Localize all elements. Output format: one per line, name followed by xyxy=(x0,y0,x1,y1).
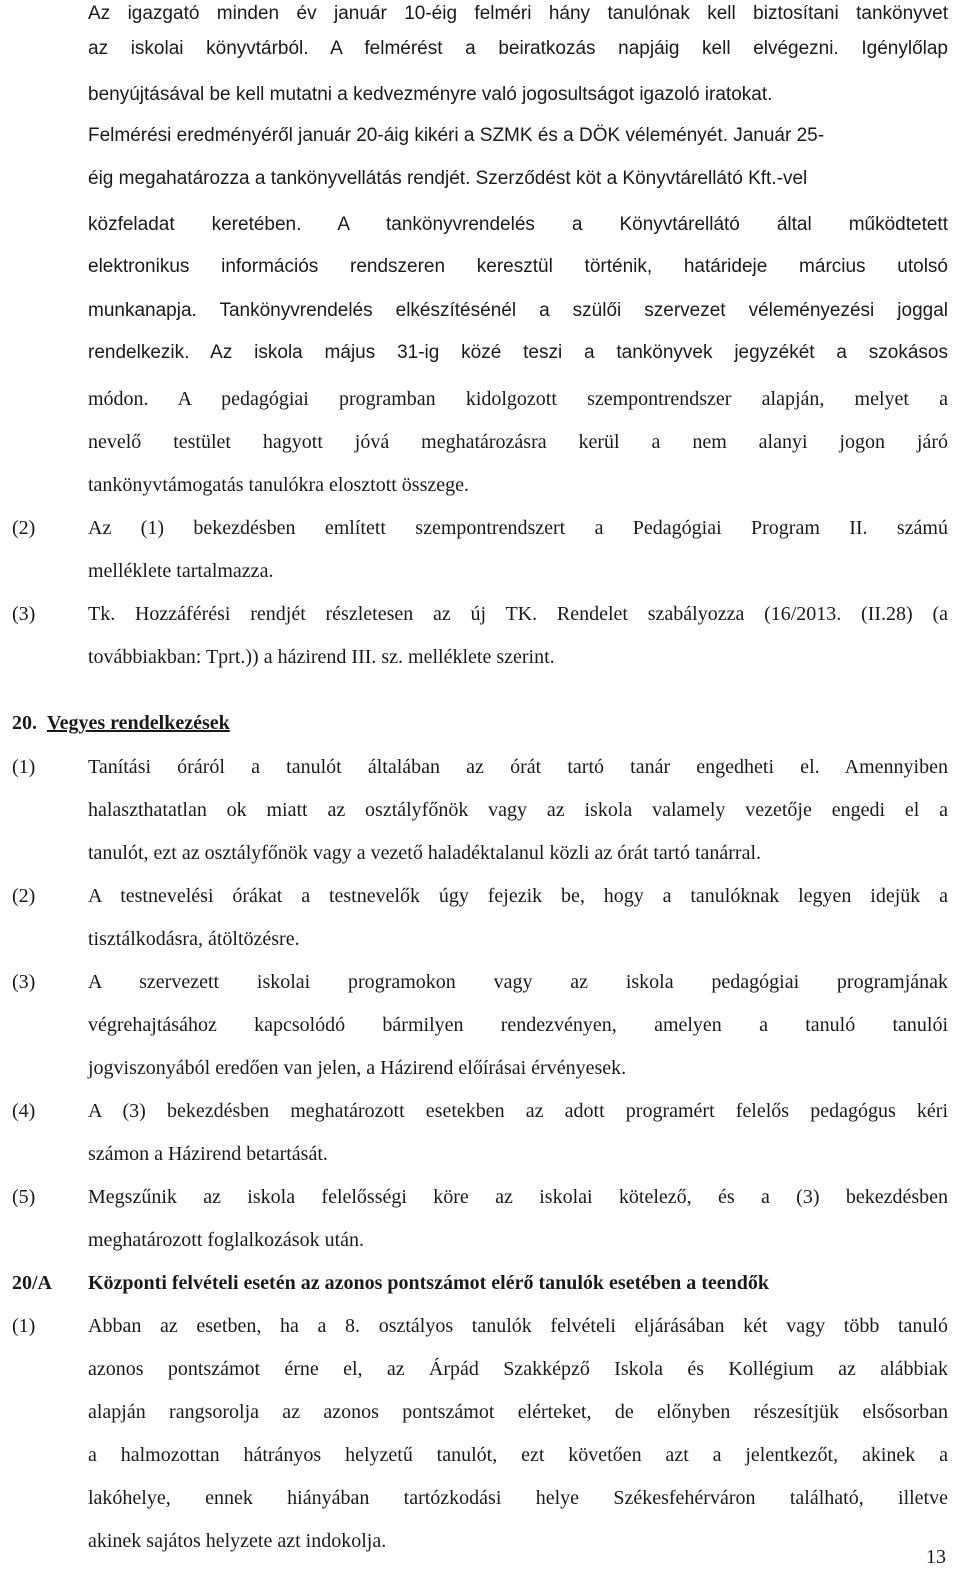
intro-line: rendelkezik. Az iskola május 31-ig közé teszi a tankönyvek jegyzékét a szokásos xyxy=(88,342,948,363)
item-number: (2) xyxy=(12,885,36,907)
list-item-continuation: lakóhelye, ennek hiányában tartózkodási helye Székesfehérváron található, illetve xyxy=(88,1487,948,1509)
section-heading xyxy=(0,711,960,735)
intro-line: munkanapja. Tankönyvrendelés elkészítésénél a szülői szervezet véleményezési joggal xyxy=(88,300,948,321)
item-text: A szervezett iskolai programokon vagy az iskola pedagógiai programjának xyxy=(88,971,948,993)
intro-line: elektronikus információs rendszeren keresztül történik, határideje március utolsó xyxy=(88,256,948,277)
list-item-continuation: akinek sajátos helyzete azt indokolja. xyxy=(88,1530,387,1552)
item-number: (1) xyxy=(12,756,36,778)
list-item xyxy=(0,755,960,779)
item-text: Megszűnik az iskola felelősségi köre az iskolai kötelező, és a (3) bekezdésben xyxy=(88,1186,948,1208)
list-item xyxy=(0,970,960,994)
item-text: Tk. Hozzáférési rendjét részletesen az új TK. Rendelet szabályozza (16/2013. (II.28) (a xyxy=(88,603,948,625)
list-item-continuation: tisztálkodásra, átöltözésre. xyxy=(88,928,300,950)
item-text: A (3) bekezdésben meghatározott esetekben az adott programért felelős pedagógus kéri xyxy=(88,1100,948,1122)
list-item xyxy=(0,1185,960,1209)
list-item-continuation: melléklete tartalmazza. xyxy=(88,560,274,582)
intro-line: nevelő testület hagyott jóvá meghatározásra kerül a nem alanyi jogon járó xyxy=(88,431,948,453)
item-text: Az (1) bekezdésben említett szempontrendszert a Pedagógiai Program II. számú xyxy=(88,517,948,539)
section-number: 20/A xyxy=(12,1272,52,1294)
list-item-continuation: halaszthatatlan ok miatt az osztályfőnök vagy az iskola valamely vezetője engedi el a xyxy=(88,799,948,821)
section-title: Vegyes rendelkezések xyxy=(47,712,230,734)
list-item-continuation: meghatározott foglalkozások után. xyxy=(88,1229,365,1251)
list-item-continuation: tanulót, ezt az osztályfőnök vagy a vezető haladéktalanul közli az órát tartó tanárral. xyxy=(88,842,762,864)
list-item-continuation: számon a Házirend betartását. xyxy=(88,1143,328,1165)
intro-line: Felmérési eredményéről január 20-áig kikéri a SZMK és a DÖK véleményét. Január 25- xyxy=(88,125,825,146)
item-text: Tanítási óráról a tanulót általában az órát tartó tanár engedheti el. Amennyiben xyxy=(88,756,948,778)
heading-underline-gap xyxy=(63,1271,79,1291)
list-item xyxy=(0,1099,960,1123)
item-number: (3) xyxy=(12,603,36,625)
list-item-continuation: alapján rangsorolja az azonos pontszámot elérteket, de előnyben részesítjük elsősorban xyxy=(88,1401,948,1423)
list-item xyxy=(0,516,960,540)
intro-line: éig megahatározza a tankönyvellátás rendjét. Szerződést köt a Könyvtárellátó Kft.-vel xyxy=(88,168,808,189)
intro-line: Az igazgató minden év január 10-éig felméri hány tanulónak kell biztosítani tankönyvet xyxy=(88,3,948,24)
item-number: (5) xyxy=(12,1186,36,1208)
item-number: (3) xyxy=(12,971,36,993)
intro-line: tankönyvtámogatás tanulókra elosztott összege. xyxy=(88,474,470,496)
list-item-continuation: végrehajtásához kapcsolódó bármilyen rendezvényen, amelyen a tanuló tanulói xyxy=(88,1014,948,1036)
intro-line: az iskolai könyvtárból. A felmérést a beiratkozás napjáig kell elvégezni. Igénylőlap xyxy=(88,38,948,59)
list-item-continuation: továbbiakban: Tprt.)) a házirend III. sz. melléklete szerint. xyxy=(88,646,555,668)
section-heading xyxy=(0,1271,960,1295)
section-title: Központi felvételi esetén az azonos pontszámot elérő tanulók esetében a teendők xyxy=(88,1272,770,1294)
list-item xyxy=(0,1314,960,1338)
list-item-continuation: azonos pontszámot érne el, az Árpád Szakképző Iskola és Kollégium az alábbiak xyxy=(88,1358,948,1380)
intro-line: módon. A pedagógiai programban kidolgozott szempontrendszer alapján, melyet a xyxy=(88,388,948,410)
list-item xyxy=(0,602,960,626)
item-number: (2) xyxy=(12,517,36,539)
section-number: 20. xyxy=(12,712,37,734)
item-text: A testnevelési órákat a testnevelők úgy fejezik be, hogy a tanulóknak legyen idejük a xyxy=(88,885,948,907)
intro-line: közfeladat keretében. A tankönyvrendelés a Könyvtárellátó által működtetett xyxy=(88,214,948,235)
item-text: Abban az esetben, ha a 8. osztályos tanulók felvételi eljárásában két vagy több tanuló xyxy=(88,1315,948,1337)
list-item-continuation: jogviszonyából eredően van jelen, a Házirend előírásai érvényesek. xyxy=(88,1057,627,1079)
item-number: (1) xyxy=(12,1315,36,1337)
list-item xyxy=(0,884,960,908)
list-item-continuation: a halmozottan hátrányos helyzetű tanulót, ezt követően azt a jelentkezőt, akinek a xyxy=(88,1444,948,1466)
item-number: (4) xyxy=(12,1100,36,1122)
intro-line: benyújtásával be kell mutatni a kedvezményre való jogosultságot igazoló iratokat. xyxy=(88,84,773,105)
page-number: 13 xyxy=(926,1546,946,1568)
